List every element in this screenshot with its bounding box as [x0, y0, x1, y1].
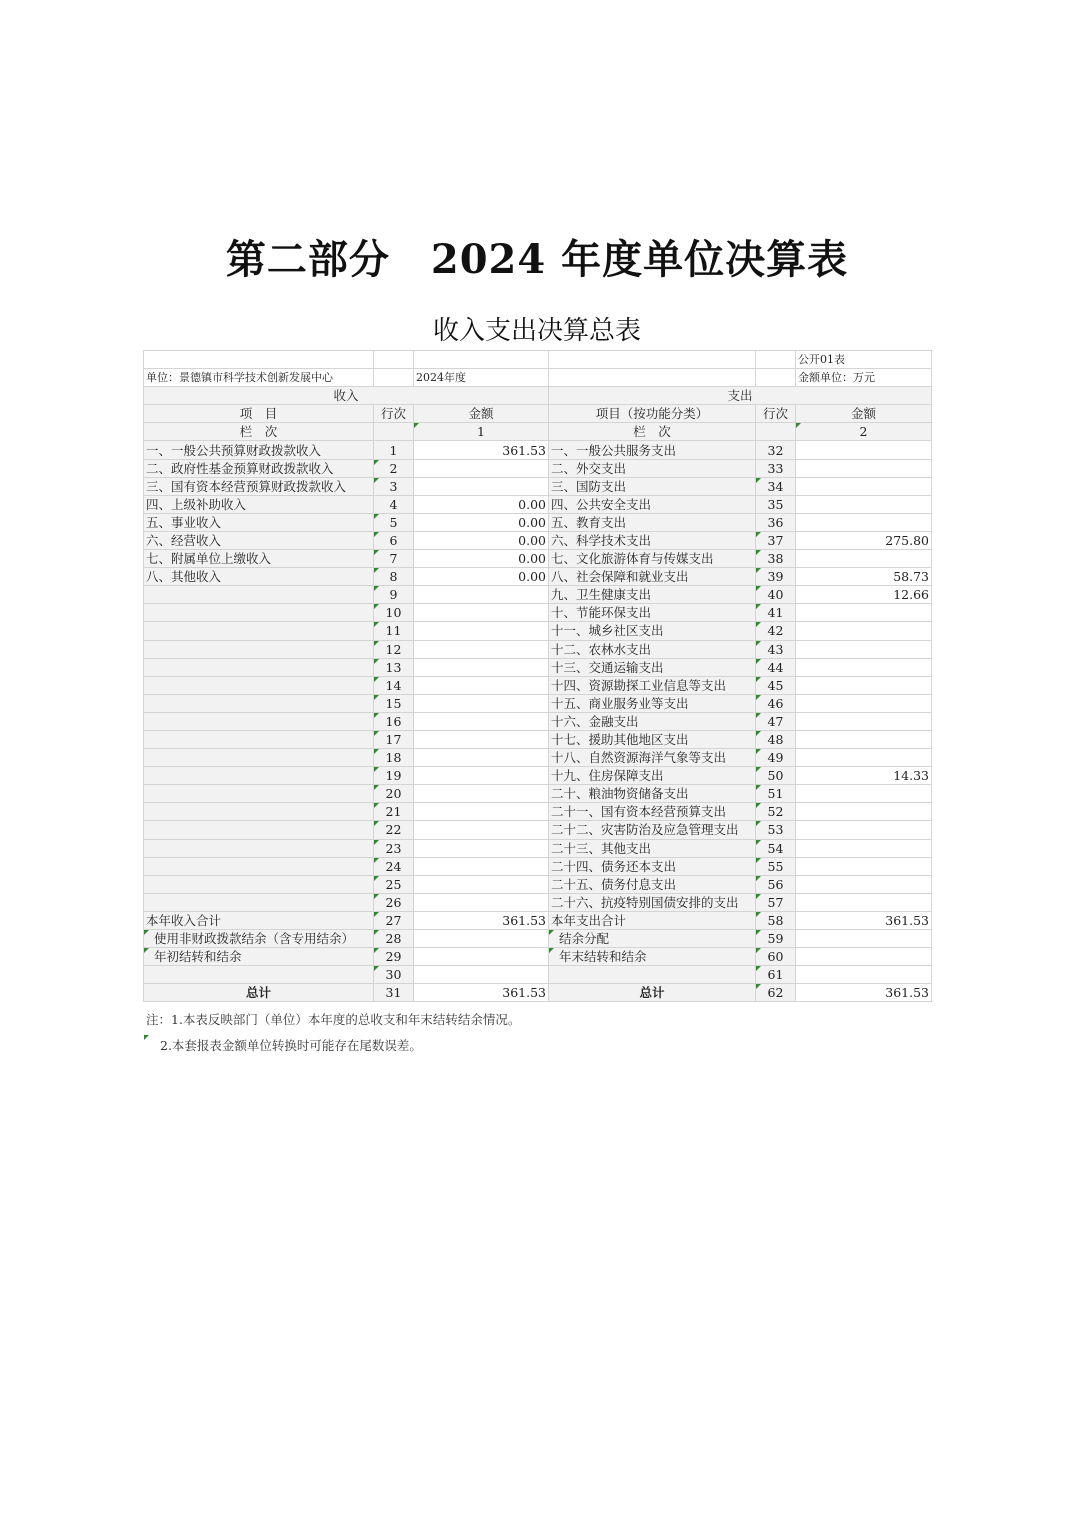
expense-amount [796, 730, 932, 748]
expense-amount [796, 459, 932, 477]
income-amount [414, 785, 549, 803]
expense-item: 十九、住房保障支出 [549, 767, 756, 785]
expense-item: 二十二、灾害防治及应急管理支出 [549, 821, 756, 839]
col-line-no-2: 行次 [756, 405, 796, 423]
table-row [144, 749, 932, 767]
income-amount [414, 857, 549, 875]
expense-col-index: 2 [796, 423, 932, 441]
notes [146, 1009, 520, 1057]
income-total-label: 总计 [144, 984, 374, 1002]
income-item: 七、附属单位上缴收入 [144, 550, 374, 568]
income-line-no: 28 [374, 930, 414, 948]
income-header: 收入 [144, 387, 549, 405]
table-row [144, 803, 932, 821]
expense-amount [796, 676, 932, 694]
expense-amount [796, 749, 932, 767]
expense-line-no: 46 [756, 694, 796, 712]
table-row [144, 893, 932, 911]
income-item: 三、国有资本经营预算财政拨款收入 [144, 477, 374, 495]
income-line-no: 15 [374, 694, 414, 712]
income-item: 本年收入合计 [144, 911, 374, 929]
table-row [144, 459, 932, 477]
table-row [144, 495, 932, 513]
income-line-no: 17 [374, 730, 414, 748]
amount-unit: 金额单位：万元 [796, 369, 932, 387]
expense-line-no: 42 [756, 622, 796, 640]
income-item [144, 767, 374, 785]
expense-line-no: 37 [756, 531, 796, 549]
income-line-no: 11 [374, 622, 414, 640]
income-item: 年初结转和结余 [144, 948, 374, 966]
income-item [144, 893, 374, 911]
unit-label: 单位：景德镇市科学技术创新发展中心 [144, 369, 374, 387]
col-line-no: 行次 [374, 405, 414, 423]
income-line-no: 20 [374, 785, 414, 803]
income-line-no: 9 [374, 586, 414, 604]
income-expense-table [143, 350, 932, 1002]
income-line-no: 29 [374, 948, 414, 966]
income-line-no: 3 [374, 477, 414, 495]
expense-amount [796, 839, 932, 857]
income-line-no: 12 [374, 640, 414, 658]
income-amount: 0.00 [414, 513, 549, 531]
income-item: 四、上级补助收入 [144, 495, 374, 513]
income-line-no: 8 [374, 568, 414, 586]
total-row [144, 984, 932, 1002]
income-line-no: 22 [374, 821, 414, 839]
expense-line-no: 39 [756, 568, 796, 586]
expense-header: 支出 [549, 387, 932, 405]
expense-line-no: 45 [756, 676, 796, 694]
table-row [144, 676, 932, 694]
expense-amount [796, 604, 932, 622]
expense-amount [796, 550, 932, 568]
income-item [144, 676, 374, 694]
expense-item: 二十四、债务还本支出 [549, 857, 756, 875]
table-row [144, 513, 932, 531]
expense-line-no: 55 [756, 857, 796, 875]
table-row [144, 930, 932, 948]
expense-line-no: 50 [756, 767, 796, 785]
income-amount: 361.53 [414, 441, 549, 459]
income-item [144, 730, 374, 748]
expense-item: 结余分配 [549, 930, 756, 948]
income-item: 八、其他收入 [144, 568, 374, 586]
expense-amount [796, 694, 932, 712]
income-item: 使用非财政拨款结余（含专用结余） [144, 930, 374, 948]
income-item [144, 586, 374, 604]
expense-item: 十八、自然资源海洋气象等支出 [549, 749, 756, 767]
income-item [144, 640, 374, 658]
expense-item: 十一、城乡社区支出 [549, 622, 756, 640]
income-line-no: 24 [374, 857, 414, 875]
income-amount [414, 930, 549, 948]
income-line-no: 6 [374, 531, 414, 549]
income-amount: 0.00 [414, 568, 549, 586]
section-header-row [144, 387, 932, 405]
expense-amount: 275.80 [796, 531, 932, 549]
income-line-no: 7 [374, 550, 414, 568]
expense-line-no: 49 [756, 749, 796, 767]
expense-amount [796, 948, 932, 966]
income-amount [414, 803, 549, 821]
expense-amount [796, 930, 932, 948]
column-index-row [144, 423, 932, 441]
income-line-no: 30 [374, 966, 414, 984]
column-header-row [144, 405, 932, 423]
table-row [144, 911, 932, 929]
income-line-no: 14 [374, 676, 414, 694]
expense-item: 一、一般公共服务支出 [549, 441, 756, 459]
table-row [144, 730, 932, 748]
expense-amount [796, 785, 932, 803]
income-amount [414, 694, 549, 712]
expense-item: 年末结转和结余 [549, 948, 756, 966]
form-code: 公开01表 [796, 351, 932, 369]
table-row [144, 441, 932, 459]
income-amount [414, 893, 549, 911]
table-row [144, 586, 932, 604]
expense-item: 二十三、其他支出 [549, 839, 756, 857]
year-label: 2024年度 [414, 369, 549, 387]
expense-line-no: 44 [756, 658, 796, 676]
table-row [144, 875, 932, 893]
income-item: 二、政府性基金预算财政拨款收入 [144, 459, 374, 477]
expense-item: 二十、粮油物资储备支出 [549, 785, 756, 803]
income-line-no: 25 [374, 875, 414, 893]
expense-amount: 14.33 [796, 767, 932, 785]
expense-item: 二、外交支出 [549, 459, 756, 477]
expense-amount [796, 966, 932, 984]
note-2: 2.本套报表金额单位转换时可能存在尾数误差。 [146, 1035, 520, 1057]
table-row [144, 531, 932, 549]
expense-item: 四、公共安全支出 [549, 495, 756, 513]
expense-item: 九、卫生健康支出 [549, 586, 756, 604]
expense-line-no: 38 [756, 550, 796, 568]
expense-amount [796, 712, 932, 730]
income-total-line-no: 31 [374, 984, 414, 1002]
expense-line-no: 34 [756, 477, 796, 495]
expense-item: 七、文化旅游体育与传媒支出 [549, 550, 756, 568]
table-row [144, 966, 932, 984]
col-amount: 金额 [414, 405, 549, 423]
income-line-no: 10 [374, 604, 414, 622]
income-item [144, 622, 374, 640]
income-item [144, 749, 374, 767]
income-amount [414, 586, 549, 604]
expense-amount [796, 875, 932, 893]
income-item [144, 694, 374, 712]
income-item: 一、一般公共预算财政拨款收入 [144, 441, 374, 459]
income-amount [414, 604, 549, 622]
table-row [144, 857, 932, 875]
form-code-row [144, 351, 932, 369]
income-amount [414, 875, 549, 893]
income-item [144, 875, 374, 893]
table-row [144, 640, 932, 658]
income-amount [414, 676, 549, 694]
table-row [144, 948, 932, 966]
table-row [144, 712, 932, 730]
expense-item: 五、教育支出 [549, 513, 756, 531]
income-line-no: 23 [374, 839, 414, 857]
expense-item: 十三、交通运输支出 [549, 658, 756, 676]
col-item-func: 项目（按功能分类） [549, 405, 756, 423]
income-line-no: 1 [374, 441, 414, 459]
expense-line-no: 40 [756, 586, 796, 604]
expense-line-no: 53 [756, 821, 796, 839]
income-line-no: 27 [374, 911, 414, 929]
table-row [144, 604, 932, 622]
expense-amount [796, 803, 932, 821]
table-row [144, 767, 932, 785]
income-item [144, 712, 374, 730]
expense-line-no: 47 [756, 712, 796, 730]
income-item [144, 966, 374, 984]
expense-amount [796, 658, 932, 676]
income-line-no: 16 [374, 712, 414, 730]
expense-amount: 58.73 [796, 568, 932, 586]
income-amount [414, 839, 549, 857]
column-index-label: 栏 次 [144, 423, 374, 441]
expense-line-no: 35 [756, 495, 796, 513]
income-item [144, 857, 374, 875]
expense-amount [796, 857, 932, 875]
col-amount-2: 金额 [796, 405, 932, 423]
income-item: 六、经营收入 [144, 531, 374, 549]
income-amount [414, 821, 549, 839]
income-amount [414, 730, 549, 748]
expense-line-no: 33 [756, 459, 796, 477]
expense-line-no: 56 [756, 875, 796, 893]
income-amount [414, 948, 549, 966]
income-amount [414, 712, 549, 730]
income-item [144, 604, 374, 622]
expense-amount [796, 495, 932, 513]
income-amount [414, 658, 549, 676]
expense-item: 二十五、债务付息支出 [549, 875, 756, 893]
income-line-no: 4 [374, 495, 414, 513]
income-line-no: 19 [374, 767, 414, 785]
expense-item: 十二、农林水支出 [549, 640, 756, 658]
income-amount: 0.00 [414, 550, 549, 568]
table-row [144, 694, 932, 712]
expense-amount: 12.66 [796, 586, 932, 604]
income-line-no: 18 [374, 749, 414, 767]
table-row [144, 785, 932, 803]
unit-row [144, 369, 932, 387]
table-row [144, 622, 932, 640]
income-item [144, 839, 374, 857]
expense-amount [796, 477, 932, 495]
income-line-no: 26 [374, 893, 414, 911]
income-item [144, 785, 374, 803]
expense-item: 十七、援助其他地区支出 [549, 730, 756, 748]
income-amount [414, 477, 549, 495]
income-item [144, 821, 374, 839]
income-amount: 0.00 [414, 495, 549, 513]
table-row [144, 477, 932, 495]
expense-item: 十、节能环保支出 [549, 604, 756, 622]
expense-amount [796, 893, 932, 911]
income-line-no: 5 [374, 513, 414, 531]
expense-line-no: 60 [756, 948, 796, 966]
expense-amount [796, 821, 932, 839]
expense-amount: 361.53 [796, 911, 932, 929]
expense-item: 十五、商业服务业等支出 [549, 694, 756, 712]
expense-line-no: 54 [756, 839, 796, 857]
expense-total-amount: 361.53 [796, 984, 932, 1002]
expense-line-no: 52 [756, 803, 796, 821]
column-index-label-2: 栏 次 [549, 423, 756, 441]
expense-item: 本年支出合计 [549, 911, 756, 929]
expense-line-no: 57 [756, 893, 796, 911]
expense-line-no: 51 [756, 785, 796, 803]
expense-item [549, 966, 756, 984]
income-amount [414, 966, 549, 984]
income-amount [414, 749, 549, 767]
expense-line-no: 58 [756, 911, 796, 929]
expense-line-no: 48 [756, 730, 796, 748]
income-amount: 0.00 [414, 531, 549, 549]
expense-item: 十六、金融支出 [549, 712, 756, 730]
income-amount [414, 767, 549, 785]
table-row [144, 568, 932, 586]
income-line-no: 2 [374, 459, 414, 477]
income-line-no: 21 [374, 803, 414, 821]
table-title: 收入支出决算总表 [432, 316, 641, 346]
expense-amount [796, 622, 932, 640]
note-1: 注：1.本表反映部门（单位）本年度的总收支和年末结转结余情况。 [146, 1012, 521, 1027]
expense-line-no: 41 [756, 604, 796, 622]
table-row [144, 839, 932, 857]
expense-item: 三、国防支出 [549, 477, 756, 495]
income-amount [414, 622, 549, 640]
income-item [144, 658, 374, 676]
expense-item: 八、社会保障和就业支出 [549, 568, 756, 586]
table-row [144, 821, 932, 839]
expense-item: 十四、资源勘探工业信息等支出 [549, 676, 756, 694]
income-amount [414, 640, 549, 658]
income-amount [414, 459, 549, 477]
expense-item: 六、科学技术支出 [549, 531, 756, 549]
income-item: 五、事业收入 [144, 513, 374, 531]
expense-amount [796, 441, 932, 459]
col-item: 项 目 [144, 405, 374, 423]
expense-item: 二十一、国有资本经营预算支出 [549, 803, 756, 821]
expense-item: 二十六、抗疫特别国债安排的支出 [549, 893, 756, 911]
expense-line-no: 59 [756, 930, 796, 948]
income-line-no: 13 [374, 658, 414, 676]
expense-line-no: 36 [756, 513, 796, 531]
expense-amount [796, 513, 932, 531]
income-amount: 361.53 [414, 911, 549, 929]
expense-total-line-no: 62 [756, 984, 796, 1002]
expense-line-no: 61 [756, 966, 796, 984]
income-item [144, 803, 374, 821]
expense-total-label: 总计 [549, 984, 756, 1002]
expense-amount [796, 640, 932, 658]
income-col-index: 1 [414, 423, 549, 441]
expense-line-no: 32 [756, 441, 796, 459]
page-title: 第二部分 2024 年度单位决算表 [225, 236, 849, 283]
table-row [144, 658, 932, 676]
table-row [144, 550, 932, 568]
expense-line-no: 43 [756, 640, 796, 658]
income-total-amount: 361.53 [414, 984, 549, 1002]
